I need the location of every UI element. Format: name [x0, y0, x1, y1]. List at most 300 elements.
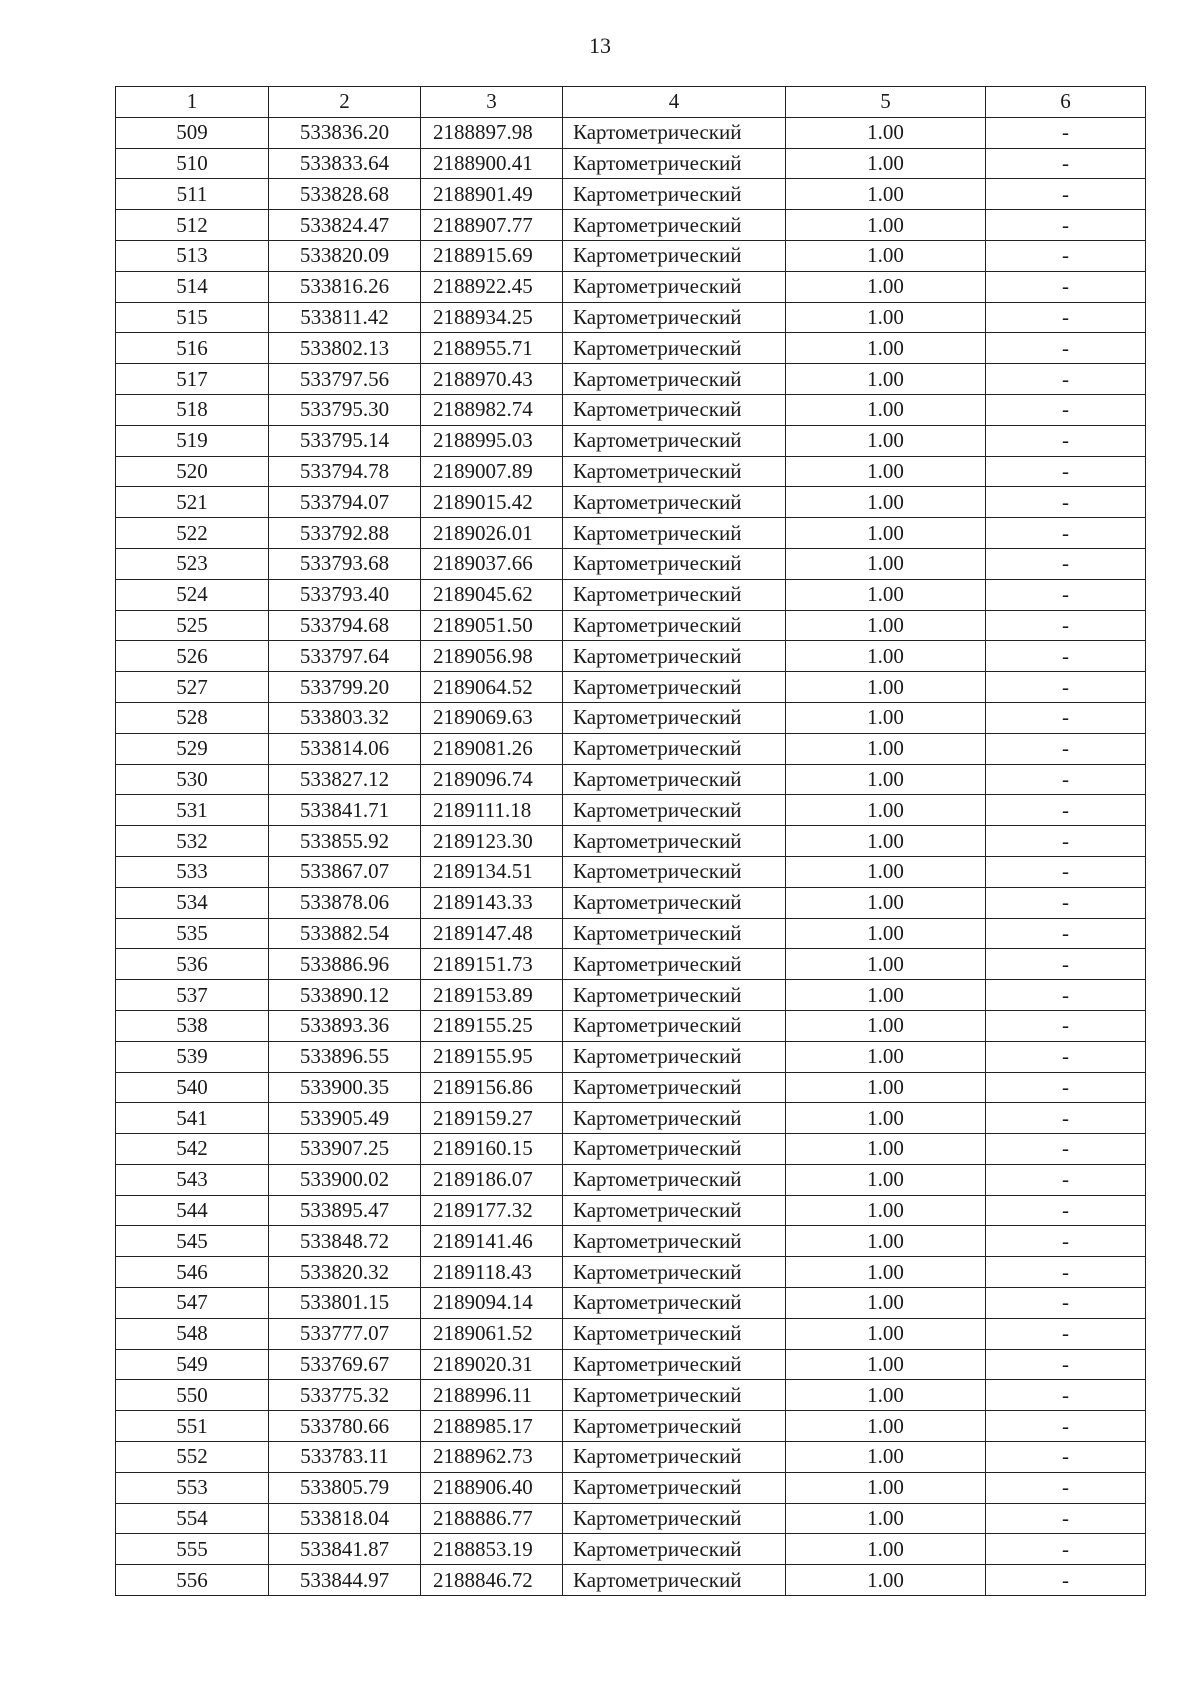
y-coordinate-cell: 2189118.43 [421, 1257, 563, 1288]
point-number-cell: 537 [116, 980, 269, 1011]
note-cell: - [986, 456, 1146, 487]
x-coordinate-cell: 533775.32 [269, 1380, 421, 1411]
y-coordinate-cell: 2188901.49 [421, 179, 563, 210]
y-coordinate-cell: 2189186.07 [421, 1164, 563, 1195]
x-coordinate-cell: 533794.78 [269, 456, 421, 487]
y-coordinate-cell: 2189069.63 [421, 702, 563, 733]
x-coordinate-cell: 533907.25 [269, 1134, 421, 1165]
note-cell: - [986, 1318, 1146, 1349]
x-coordinate-cell: 533896.55 [269, 1041, 421, 1072]
method-cell: Картометрический [563, 856, 786, 887]
accuracy-cell: 1.00 [786, 1010, 986, 1041]
method-cell: Картометрический [563, 1164, 786, 1195]
point-number-cell: 530 [116, 764, 269, 795]
point-number-cell: 552 [116, 1442, 269, 1473]
note-cell: - [986, 610, 1146, 641]
table-row [116, 641, 1146, 672]
note-cell: - [986, 856, 1146, 887]
point-number-cell: 540 [116, 1072, 269, 1103]
x-coordinate-cell: 533793.40 [269, 579, 421, 610]
y-coordinate-cell: 2188996.11 [421, 1380, 563, 1411]
table-row [116, 1134, 1146, 1165]
table-row [116, 795, 1146, 826]
note-cell: - [986, 1072, 1146, 1103]
x-coordinate-cell: 533905.49 [269, 1103, 421, 1134]
note-cell: - [986, 240, 1146, 271]
y-coordinate-cell: 2189111.18 [421, 795, 563, 826]
note-cell: - [986, 364, 1146, 395]
y-coordinate-cell: 2189153.89 [421, 980, 563, 1011]
method-cell: Картометрический [563, 1411, 786, 1442]
accuracy-cell: 1.00 [786, 764, 986, 795]
point-number-cell: 510 [116, 148, 269, 179]
method-cell: Картометрический [563, 672, 786, 703]
x-coordinate-cell: 533795.30 [269, 394, 421, 425]
accuracy-cell: 1.00 [786, 333, 986, 364]
accuracy-cell: 1.00 [786, 425, 986, 456]
note-cell: - [986, 764, 1146, 795]
note-cell: - [986, 795, 1146, 826]
y-coordinate-cell: 2188995.03 [421, 425, 563, 456]
x-coordinate-cell: 533844.97 [269, 1565, 421, 1596]
table-row [116, 1534, 1146, 1565]
note-cell: - [986, 394, 1146, 425]
accuracy-cell: 1.00 [786, 394, 986, 425]
method-cell: Картометрический [563, 148, 786, 179]
table-row [116, 1041, 1146, 1072]
note-cell: - [986, 1349, 1146, 1380]
y-coordinate-cell: 2189064.52 [421, 672, 563, 703]
y-coordinate-cell: 2189061.52 [421, 1318, 563, 1349]
table-row [116, 1349, 1146, 1380]
point-number-cell: 550 [116, 1380, 269, 1411]
note-cell: - [986, 641, 1146, 672]
note-cell: - [986, 1565, 1146, 1596]
method-cell: Картометрический [563, 1010, 786, 1041]
y-coordinate-cell: 2188922.45 [421, 271, 563, 302]
accuracy-cell: 1.00 [786, 826, 986, 857]
note-cell: - [986, 826, 1146, 857]
x-coordinate-cell: 533820.09 [269, 240, 421, 271]
table-row [116, 271, 1146, 302]
table-row [116, 425, 1146, 456]
point-number-cell: 553 [116, 1472, 269, 1503]
table-row [116, 887, 1146, 918]
y-coordinate-cell: 2189141.46 [421, 1226, 563, 1257]
table-row [116, 1503, 1146, 1534]
note-cell: - [986, 1226, 1146, 1257]
y-coordinate-cell: 2188900.41 [421, 148, 563, 179]
y-coordinate-cell: 2189151.73 [421, 949, 563, 980]
method-cell: Картометрический [563, 949, 786, 980]
x-coordinate-cell: 533805.79 [269, 1472, 421, 1503]
note-cell: - [986, 1195, 1146, 1226]
y-coordinate-cell: 2189123.30 [421, 826, 563, 857]
accuracy-cell: 1.00 [786, 949, 986, 980]
page-number: 13 [589, 33, 611, 58]
x-coordinate-cell: 533818.04 [269, 1503, 421, 1534]
method-cell: Картометрический [563, 702, 786, 733]
y-coordinate-cell: 2189177.32 [421, 1195, 563, 1226]
method-cell: Картометрический [563, 826, 786, 857]
x-coordinate-cell: 533803.32 [269, 702, 421, 733]
x-coordinate-cell: 533793.68 [269, 548, 421, 579]
point-number-cell: 516 [116, 333, 269, 364]
method-cell: Картометрический [563, 1565, 786, 1596]
y-coordinate-cell: 2189160.15 [421, 1134, 563, 1165]
table-row [116, 856, 1146, 887]
method-cell: Картометрический [563, 764, 786, 795]
y-coordinate-cell: 2189045.62 [421, 579, 563, 610]
table-row [116, 1472, 1146, 1503]
table-row [116, 764, 1146, 795]
table-row [116, 1442, 1146, 1473]
note-cell: - [986, 733, 1146, 764]
point-number-cell: 532 [116, 826, 269, 857]
point-number-cell: 512 [116, 210, 269, 241]
accuracy-cell: 1.00 [786, 1134, 986, 1165]
method-cell: Картометрический [563, 1257, 786, 1288]
accuracy-cell: 1.00 [786, 1534, 986, 1565]
point-number-cell: 511 [116, 179, 269, 210]
accuracy-cell: 1.00 [786, 1103, 986, 1134]
accuracy-cell: 1.00 [786, 1411, 986, 1442]
note-cell: - [986, 980, 1146, 1011]
accuracy-cell: 1.00 [786, 1349, 986, 1380]
y-coordinate-cell: 2189051.50 [421, 610, 563, 641]
accuracy-cell: 1.00 [786, 918, 986, 949]
x-coordinate-cell: 533841.87 [269, 1534, 421, 1565]
note-cell: - [986, 887, 1146, 918]
point-number-cell: 544 [116, 1195, 269, 1226]
x-coordinate-cell: 533769.67 [269, 1349, 421, 1380]
table-header [116, 87, 1146, 118]
x-coordinate-cell: 533816.26 [269, 271, 421, 302]
accuracy-cell: 1.00 [786, 548, 986, 579]
x-coordinate-cell: 533882.54 [269, 918, 421, 949]
point-number-cell: 518 [116, 394, 269, 425]
point-number-cell: 525 [116, 610, 269, 641]
x-coordinate-cell: 533811.42 [269, 302, 421, 333]
column-header-5: 5 [786, 87, 986, 118]
point-number-cell: 536 [116, 949, 269, 980]
point-number-cell: 545 [116, 1226, 269, 1257]
table-row [116, 518, 1146, 549]
accuracy-cell: 1.00 [786, 1164, 986, 1195]
method-cell: Картометрический [563, 1318, 786, 1349]
x-coordinate-cell: 533797.64 [269, 641, 421, 672]
method-cell: Картометрический [563, 918, 786, 949]
method-cell: Картометрический [563, 733, 786, 764]
note-cell: - [986, 179, 1146, 210]
header-row [116, 87, 1146, 118]
y-coordinate-cell: 2188897.98 [421, 117, 563, 148]
note-cell: - [986, 1503, 1146, 1534]
y-coordinate-cell: 2189026.01 [421, 518, 563, 549]
point-number-cell: 556 [116, 1565, 269, 1596]
y-coordinate-cell: 2189037.66 [421, 548, 563, 579]
table-row [116, 1072, 1146, 1103]
method-cell: Картометрический [563, 795, 786, 826]
method-cell: Картометрический [563, 1288, 786, 1319]
table-row [116, 210, 1146, 241]
y-coordinate-cell: 2189096.74 [421, 764, 563, 795]
note-cell: - [986, 1134, 1146, 1165]
table-row [116, 1195, 1146, 1226]
y-coordinate-cell: 2189015.42 [421, 487, 563, 518]
method-cell: Картометрический [563, 117, 786, 148]
point-number-cell: 551 [116, 1411, 269, 1442]
x-coordinate-cell: 533836.20 [269, 117, 421, 148]
table-row [116, 1226, 1146, 1257]
accuracy-cell: 1.00 [786, 1226, 986, 1257]
y-coordinate-cell: 2189159.27 [421, 1103, 563, 1134]
note-cell: - [986, 702, 1146, 733]
column-header-3: 3 [421, 87, 563, 118]
x-coordinate-cell: 533848.72 [269, 1226, 421, 1257]
point-number-cell: 520 [116, 456, 269, 487]
y-coordinate-cell: 2189056.98 [421, 641, 563, 672]
accuracy-cell: 1.00 [786, 179, 986, 210]
note-cell: - [986, 1164, 1146, 1195]
point-number-cell: 549 [116, 1349, 269, 1380]
method-cell: Картометрический [563, 1103, 786, 1134]
table-row [116, 1411, 1146, 1442]
accuracy-cell: 1.00 [786, 1072, 986, 1103]
y-coordinate-cell: 2189134.51 [421, 856, 563, 887]
accuracy-cell: 1.00 [786, 733, 986, 764]
table-row [116, 672, 1146, 703]
table-row [116, 826, 1146, 857]
method-cell: Картометрический [563, 456, 786, 487]
point-number-cell: 541 [116, 1103, 269, 1134]
method-cell: Картометрический [563, 271, 786, 302]
note-cell: - [986, 271, 1146, 302]
accuracy-cell: 1.00 [786, 702, 986, 733]
x-coordinate-cell: 533833.64 [269, 148, 421, 179]
y-coordinate-cell: 2188886.77 [421, 1503, 563, 1534]
accuracy-cell: 1.00 [786, 1442, 986, 1473]
method-cell: Картометрический [563, 364, 786, 395]
accuracy-cell: 1.00 [786, 487, 986, 518]
method-cell: Картометрический [563, 548, 786, 579]
x-coordinate-cell: 533867.07 [269, 856, 421, 887]
table-row [116, 117, 1146, 148]
method-cell: Картометрический [563, 518, 786, 549]
y-coordinate-cell: 2189007.89 [421, 456, 563, 487]
x-coordinate-cell: 533780.66 [269, 1411, 421, 1442]
x-coordinate-cell: 533799.20 [269, 672, 421, 703]
note-cell: - [986, 302, 1146, 333]
x-coordinate-cell: 533841.71 [269, 795, 421, 826]
x-coordinate-cell: 533802.13 [269, 333, 421, 364]
x-coordinate-cell: 533828.68 [269, 179, 421, 210]
y-coordinate-cell: 2189156.86 [421, 1072, 563, 1103]
method-cell: Картометрический [563, 1534, 786, 1565]
note-cell: - [986, 487, 1146, 518]
note-cell: - [986, 1472, 1146, 1503]
x-coordinate-cell: 533794.07 [269, 487, 421, 518]
y-coordinate-cell: 2189081.26 [421, 733, 563, 764]
method-cell: Картометрический [563, 980, 786, 1011]
accuracy-cell: 1.00 [786, 1041, 986, 1072]
y-coordinate-cell: 2188907.77 [421, 210, 563, 241]
table-row [116, 148, 1146, 179]
point-number-cell: 529 [116, 733, 269, 764]
method-cell: Картометрический [563, 887, 786, 918]
table-row [116, 1380, 1146, 1411]
accuracy-cell: 1.00 [786, 1472, 986, 1503]
coordinates-table [115, 86, 1146, 1596]
note-cell: - [986, 333, 1146, 364]
method-cell: Картометрический [563, 1072, 786, 1103]
table-row [116, 456, 1146, 487]
table-row [116, 949, 1146, 980]
point-number-cell: 547 [116, 1288, 269, 1319]
method-cell: Картометрический [563, 610, 786, 641]
point-number-cell: 522 [116, 518, 269, 549]
accuracy-cell: 1.00 [786, 1503, 986, 1534]
y-coordinate-cell: 2189147.48 [421, 918, 563, 949]
accuracy-cell: 1.00 [786, 1257, 986, 1288]
point-number-cell: 527 [116, 672, 269, 703]
accuracy-cell: 1.00 [786, 795, 986, 826]
point-number-cell: 539 [116, 1041, 269, 1072]
x-coordinate-cell: 533900.02 [269, 1164, 421, 1195]
y-coordinate-cell: 2189143.33 [421, 887, 563, 918]
note-cell: - [986, 918, 1146, 949]
note-cell: - [986, 579, 1146, 610]
table-row [116, 918, 1146, 949]
note-cell: - [986, 425, 1146, 456]
point-number-cell: 514 [116, 271, 269, 302]
method-cell: Картометрический [563, 1041, 786, 1072]
note-cell: - [986, 210, 1146, 241]
note-cell: - [986, 1380, 1146, 1411]
method-cell: Картометрический [563, 1380, 786, 1411]
x-coordinate-cell: 533792.88 [269, 518, 421, 549]
method-cell: Картометрический [563, 333, 786, 364]
note-cell: - [986, 1257, 1146, 1288]
x-coordinate-cell: 533824.47 [269, 210, 421, 241]
column-header-6: 6 [986, 87, 1146, 118]
point-number-cell: 524 [116, 579, 269, 610]
point-number-cell: 535 [116, 918, 269, 949]
accuracy-cell: 1.00 [786, 1195, 986, 1226]
accuracy-cell: 1.00 [786, 579, 986, 610]
column-header-4: 4 [563, 87, 786, 118]
accuracy-cell: 1.00 [786, 672, 986, 703]
column-header-1: 1 [116, 87, 269, 118]
accuracy-cell: 1.00 [786, 1565, 986, 1596]
x-coordinate-cell: 533814.06 [269, 733, 421, 764]
table-row [116, 302, 1146, 333]
method-cell: Картометрический [563, 1503, 786, 1534]
y-coordinate-cell: 2189155.25 [421, 1010, 563, 1041]
method-cell: Картометрический [563, 1134, 786, 1165]
y-coordinate-cell: 2188906.40 [421, 1472, 563, 1503]
note-cell: - [986, 1288, 1146, 1319]
table-row [116, 394, 1146, 425]
x-coordinate-cell: 533783.11 [269, 1442, 421, 1473]
method-cell: Картометрический [563, 394, 786, 425]
table-row [116, 548, 1146, 579]
method-cell: Картометрический [563, 179, 786, 210]
point-number-cell: 546 [116, 1257, 269, 1288]
method-cell: Картометрический [563, 641, 786, 672]
x-coordinate-cell: 533777.07 [269, 1318, 421, 1349]
column-header-2: 2 [269, 87, 421, 118]
x-coordinate-cell: 533890.12 [269, 980, 421, 1011]
note-cell: - [986, 1103, 1146, 1134]
accuracy-cell: 1.00 [786, 610, 986, 641]
y-coordinate-cell: 2188846.72 [421, 1565, 563, 1596]
method-cell: Картометрический [563, 425, 786, 456]
accuracy-cell: 1.00 [786, 456, 986, 487]
table-row [116, 980, 1146, 1011]
accuracy-cell: 1.00 [786, 1318, 986, 1349]
x-coordinate-cell: 533795.14 [269, 425, 421, 456]
table-row [116, 610, 1146, 641]
table-row [116, 702, 1146, 733]
y-coordinate-cell: 2188970.43 [421, 364, 563, 395]
y-coordinate-cell: 2188955.71 [421, 333, 563, 364]
x-coordinate-cell: 533878.06 [269, 887, 421, 918]
y-coordinate-cell: 2189155.95 [421, 1041, 563, 1072]
accuracy-cell: 1.00 [786, 980, 986, 1011]
x-coordinate-cell: 533794.68 [269, 610, 421, 641]
method-cell: Картометрический [563, 579, 786, 610]
point-number-cell: 526 [116, 641, 269, 672]
note-cell: - [986, 1010, 1146, 1041]
accuracy-cell: 1.00 [786, 1380, 986, 1411]
accuracy-cell: 1.00 [786, 117, 986, 148]
table-row [116, 1164, 1146, 1195]
method-cell: Картометрический [563, 1349, 786, 1380]
y-coordinate-cell: 2188982.74 [421, 394, 563, 425]
x-coordinate-cell: 533886.96 [269, 949, 421, 980]
method-cell: Картометрический [563, 487, 786, 518]
table-row [116, 240, 1146, 271]
method-cell: Картометрический [563, 210, 786, 241]
accuracy-cell: 1.00 [786, 240, 986, 271]
method-cell: Картометрический [563, 1195, 786, 1226]
method-cell: Картометрический [563, 1226, 786, 1257]
y-coordinate-cell: 2188853.19 [421, 1534, 563, 1565]
accuracy-cell: 1.00 [786, 518, 986, 549]
note-cell: - [986, 548, 1146, 579]
y-coordinate-cell: 2188962.73 [421, 1442, 563, 1473]
point-number-cell: 531 [116, 795, 269, 826]
accuracy-cell: 1.00 [786, 641, 986, 672]
point-number-cell: 555 [116, 1534, 269, 1565]
point-number-cell: 548 [116, 1318, 269, 1349]
accuracy-cell: 1.00 [786, 887, 986, 918]
point-number-cell: 543 [116, 1164, 269, 1195]
x-coordinate-cell: 533900.35 [269, 1072, 421, 1103]
point-number-cell: 533 [116, 856, 269, 887]
accuracy-cell: 1.00 [786, 1288, 986, 1319]
point-number-cell: 523 [116, 548, 269, 579]
point-number-cell: 515 [116, 302, 269, 333]
accuracy-cell: 1.00 [786, 148, 986, 179]
table-row [116, 487, 1146, 518]
note-cell: - [986, 1534, 1146, 1565]
accuracy-cell: 1.00 [786, 856, 986, 887]
note-cell: - [986, 672, 1146, 703]
point-number-cell: 542 [116, 1134, 269, 1165]
note-cell: - [986, 1442, 1146, 1473]
